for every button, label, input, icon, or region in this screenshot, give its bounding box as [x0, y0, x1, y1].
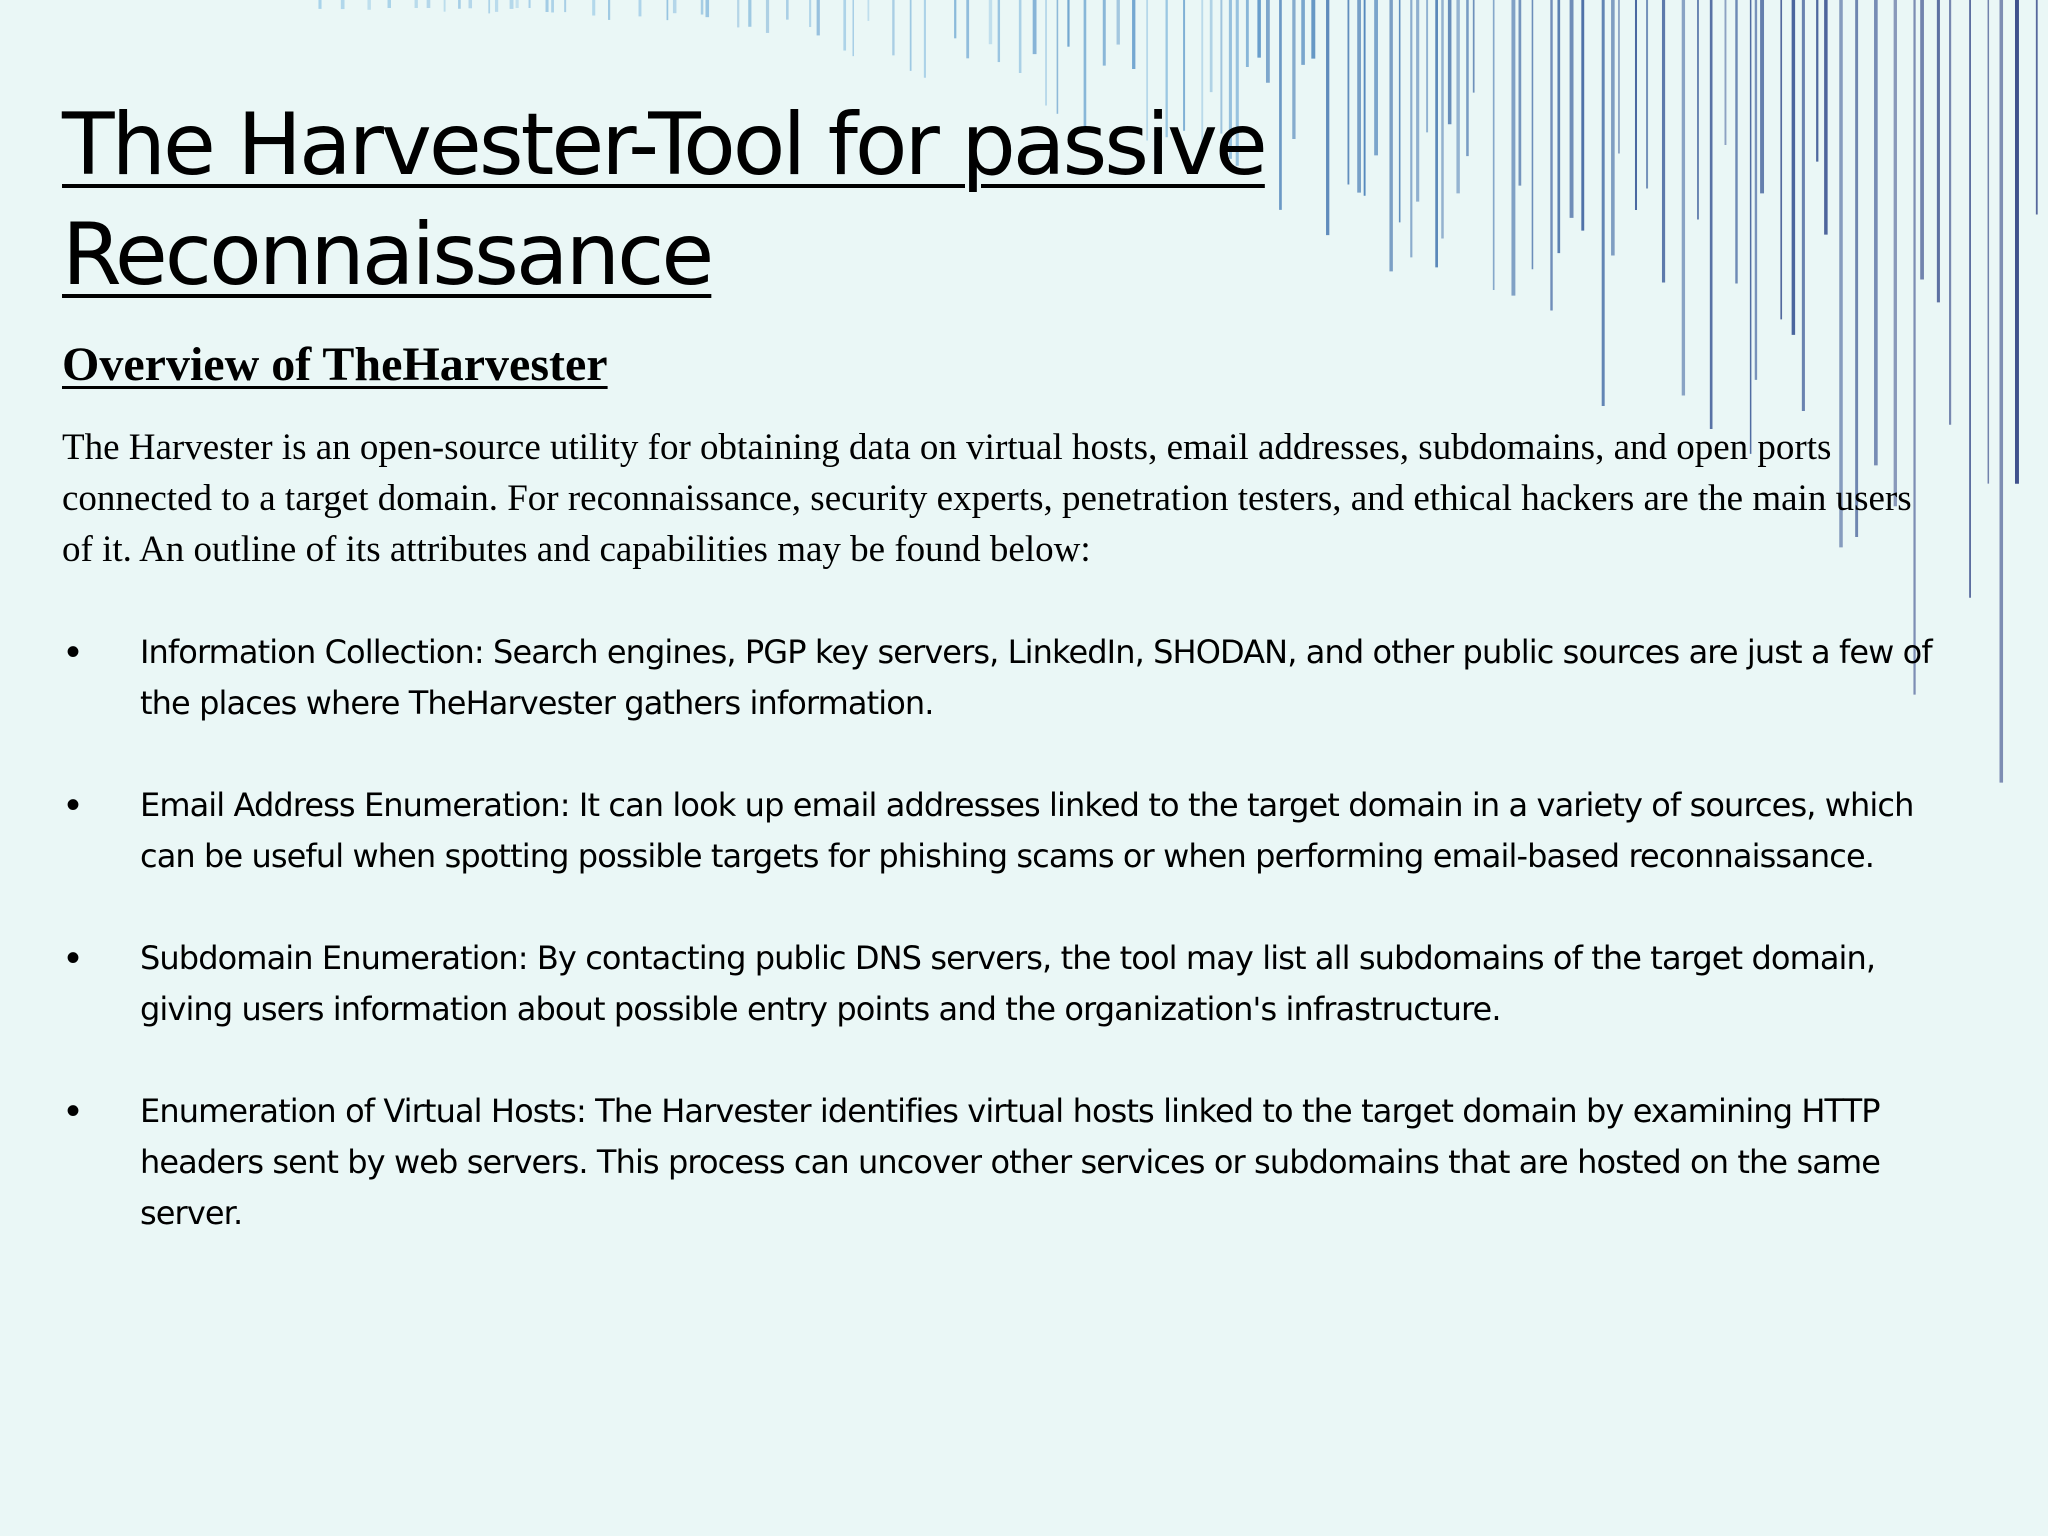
list-item-text: Enumeration of Virtual Hosts: The Harvester identifies virtual hosts linked to the target domain by examining HTTP headers sent by web servers. This process can uncover other services or subdomains that are hosted on the same server. [140, 1092, 1881, 1232]
slide-title [62, 90, 1362, 310]
capabilities-list [62, 627, 1962, 1290]
bullet-icon: • [66, 630, 80, 674]
list-item-email-enumeration [62, 780, 1962, 882]
list-item-text: Email Address Enumeration: It can look up email addresses linked to the target domain in a variety of sources, which can be useful when spotting possible targets for phishing scams or when performing email-based reconnaissance. [140, 786, 1914, 875]
intro-paragraph: The Harvester is an open-source utility for obtaining data on virtual hosts, email addresses, subdomains, and open ports connected to a target domain. For reconnaissance, security experts, penetration testers, and ethical hackers are the main users of it. An outline of its attributes and capabilities may be found below: [62, 427, 1912, 570]
list-item-text: Subdomain Enumeration: By contacting public DNS servers, the tool may list all subdomains of the target domain, giving users information about possible entry points and the organization's infrastructure. [140, 939, 1876, 1028]
bullet-icon: • [66, 783, 80, 827]
bullet-icon: • [66, 1089, 80, 1133]
slide-title-line-1: The Harvester-Tool for passive [62, 95, 1265, 195]
list-item-text: Information Collection: Search engines, PGP key servers, LinkedIn, SHODAN, and other public sources are just a few of the places where TheHarvester gathers information. [140, 633, 1932, 722]
list-item-information-collection [62, 627, 1962, 729]
section-heading: Overview of TheHarvester [62, 338, 608, 391]
slide-title-line-2: Reconnaissance [62, 205, 712, 305]
list-item-virtual-hosts [62, 1086, 1962, 1239]
list-item-subdomain-enumeration [62, 933, 1962, 1035]
bullet-icon: • [66, 936, 80, 980]
